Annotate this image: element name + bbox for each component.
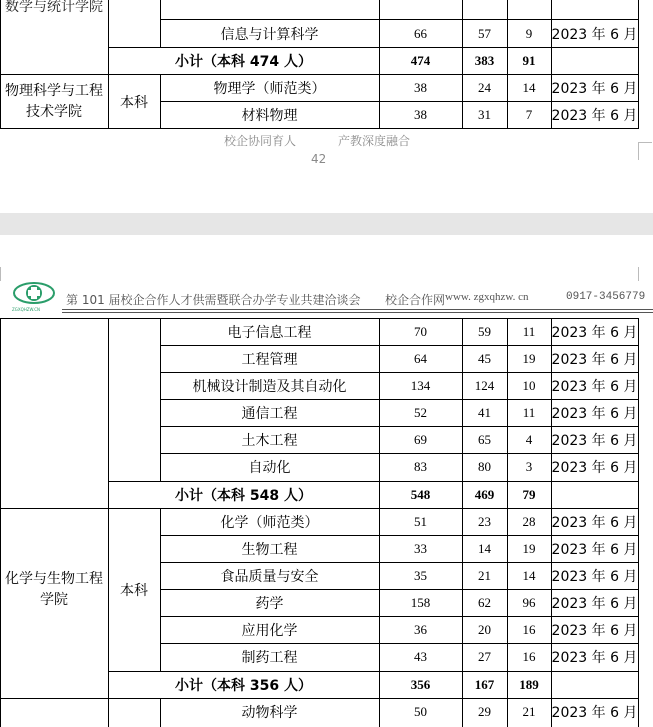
page-number: 42 <box>311 152 327 166</box>
count-a-cell: 23 <box>478 514 491 529</box>
date-cell: 2023 年 6 月 <box>551 433 638 449</box>
major-cell: 药学 <box>255 596 284 612</box>
major-cell: 食品质量与安全 <box>220 569 319 585</box>
count-b-cell: 9 <box>525 25 533 41</box>
subtotal-a: 469 <box>474 487 495 502</box>
count-a-cell: 124 <box>474 378 495 393</box>
total-cell: 69 <box>414 432 427 447</box>
major-cell: 化学（师范类） <box>220 515 319 531</box>
header-phone: 0917-3456779 <box>566 291 646 303</box>
date-cell: 2023 年 6 月 <box>551 542 638 558</box>
total-cell: 35 <box>414 568 427 583</box>
count-a-cell: 65 <box>478 432 491 447</box>
subtotal-b: 91 <box>522 53 536 68</box>
major-cell: 通信工程 <box>241 406 298 422</box>
subtotal-total: 548 <box>410 487 431 502</box>
count-b-cell: 28 <box>522 514 536 529</box>
major-cell: 信息与计算科学 <box>220 26 319 43</box>
count-a-cell: 31 <box>478 107 491 122</box>
count-a-cell: 59 <box>478 324 491 339</box>
total-cell: 51 <box>414 514 427 529</box>
count-b-cell: 14 <box>522 80 536 95</box>
count-a-cell: 57 <box>478 25 491 41</box>
footer-right-text: 产教深度融合 <box>338 134 411 148</box>
count-b-cell: 7 <box>525 107 533 122</box>
footer-left-text: 校企协同育人 <box>224 134 297 148</box>
subtotal-label: 小计（本科 474 人） <box>175 54 312 70</box>
date-cell: 2023 年 6 月 <box>551 352 638 368</box>
total-cell: 52 <box>414 405 427 420</box>
count-b-cell: 96 <box>522 595 536 610</box>
logo-icon <box>12 281 56 309</box>
date-cell: 2023 年 6 月 <box>551 569 638 585</box>
major-cell: 制药工程 <box>241 650 298 666</box>
major-cell: 电子信息工程 <box>227 325 312 341</box>
major-cell: 土木工程 <box>241 433 298 449</box>
total-cell: 83 <box>414 459 427 474</box>
subtotal-label: 小计（本科 548 人） <box>175 488 312 504</box>
date-cell: 2023 年 6 月 <box>551 108 638 124</box>
subtotal-label: 小计（本科 356 人） <box>175 678 312 694</box>
subtotal-b: 79 <box>522 487 536 502</box>
subtotal-total: 356 <box>410 677 431 692</box>
total-cell: 50 <box>414 704 427 719</box>
major-cell: 机械设计制造及其自动化 <box>192 379 347 395</box>
date-cell: 2023 年 6 月 <box>551 623 638 639</box>
margin-mark <box>0 267 1 281</box>
total-cell: 66 <box>414 25 427 41</box>
count-b-cell: 19 <box>522 541 536 556</box>
logo-caption: ZGXQHZW.CN <box>12 307 41 312</box>
page-gap <box>0 213 653 235</box>
count-b-cell: 4 <box>525 432 533 447</box>
total-cell: 38 <box>414 107 427 122</box>
date-cell: 2023 年 6 月 <box>551 596 638 612</box>
header-title: 第 101 届校企合作人才供需暨联合办学专业共建洽谈会 <box>66 293 361 307</box>
count-a-cell: 41 <box>478 405 491 420</box>
count-a-cell: 21 <box>478 568 491 583</box>
count-a-cell: 24 <box>478 80 491 95</box>
date-cell: 2023 年 6 月 <box>551 705 638 721</box>
date-cell: 2023 年 6 月 <box>551 515 638 531</box>
document-page-42 <box>0 0 653 213</box>
date-cell: 2023 年 6 月 <box>551 26 638 43</box>
count-a-cell: 62 <box>478 595 491 610</box>
count-a-cell: 20 <box>478 622 491 637</box>
major-cell: 生物工程 <box>241 542 298 558</box>
count-a-cell: 14 <box>478 541 491 556</box>
total-cell: 70 <box>414 324 427 339</box>
total-cell: 43 <box>414 649 427 664</box>
count-b-cell: 11 <box>522 324 536 339</box>
count-b-cell: 11 <box>522 405 536 420</box>
degree-cell: 本科 <box>120 94 148 111</box>
total-cell: 64 <box>414 351 427 366</box>
count-b-cell: 14 <box>522 568 536 583</box>
date-cell: 2023 年 6 月 <box>551 650 638 666</box>
date-cell: 2023 年 6 月 <box>551 81 638 97</box>
major-cell: 工程管理 <box>241 352 298 368</box>
total-cell: 134 <box>410 378 431 393</box>
count-b-cell: 10 <box>522 378 536 393</box>
major-cell: 应用化学 <box>241 623 298 639</box>
margin-mark <box>638 267 639 281</box>
date-cell: 2023 年 6 月 <box>551 406 638 422</box>
major-cell: 自动化 <box>248 460 291 476</box>
college-name-cell: 化学与生物工程学院 <box>5 571 103 608</box>
total-cell: 158 <box>410 595 431 610</box>
total-cell: 36 <box>414 622 427 637</box>
total-cell: 38 <box>414 80 427 95</box>
subtotal-total: 474 <box>410 53 431 68</box>
count-a-cell: 29 <box>478 704 491 719</box>
count-a-cell: 45 <box>478 351 491 366</box>
header-site-name: 校企合作网 <box>385 293 446 307</box>
count-b-cell: 16 <box>522 649 536 664</box>
header-url: www. zgxqhzw. cn <box>445 291 529 303</box>
date-cell: 2023 年 6 月 <box>551 379 638 395</box>
margin-mark <box>638 142 652 143</box>
major-cell: 材料物理 <box>241 108 298 124</box>
subtotal-a: 383 <box>474 53 495 68</box>
count-a-cell: 27 <box>478 649 491 664</box>
college-name-cell: 物理科学与工程技术学院 <box>5 82 103 120</box>
date-cell: 2023 年 6 月 <box>551 325 638 341</box>
subtotal-b: 189 <box>519 677 539 692</box>
count-a-cell: 80 <box>478 459 491 474</box>
subtotal-a: 167 <box>474 677 495 692</box>
count-b-cell: 3 <box>525 459 533 474</box>
document-page-43 <box>0 235 653 727</box>
margin-mark <box>638 142 639 160</box>
major-cell: 物理学（师范类） <box>213 81 326 97</box>
date-cell: 2023 年 6 月 <box>551 460 638 476</box>
major-cell: 动物科学 <box>241 705 298 721</box>
degree-cell: 本科 <box>120 583 148 599</box>
cut-college-name: 数学与统计学院 <box>5 0 103 15</box>
total-cell: 33 <box>414 541 427 556</box>
count-b-cell: 16 <box>522 622 536 637</box>
count-b-cell: 21 <box>522 704 536 719</box>
count-b-cell: 19 <box>522 351 536 366</box>
